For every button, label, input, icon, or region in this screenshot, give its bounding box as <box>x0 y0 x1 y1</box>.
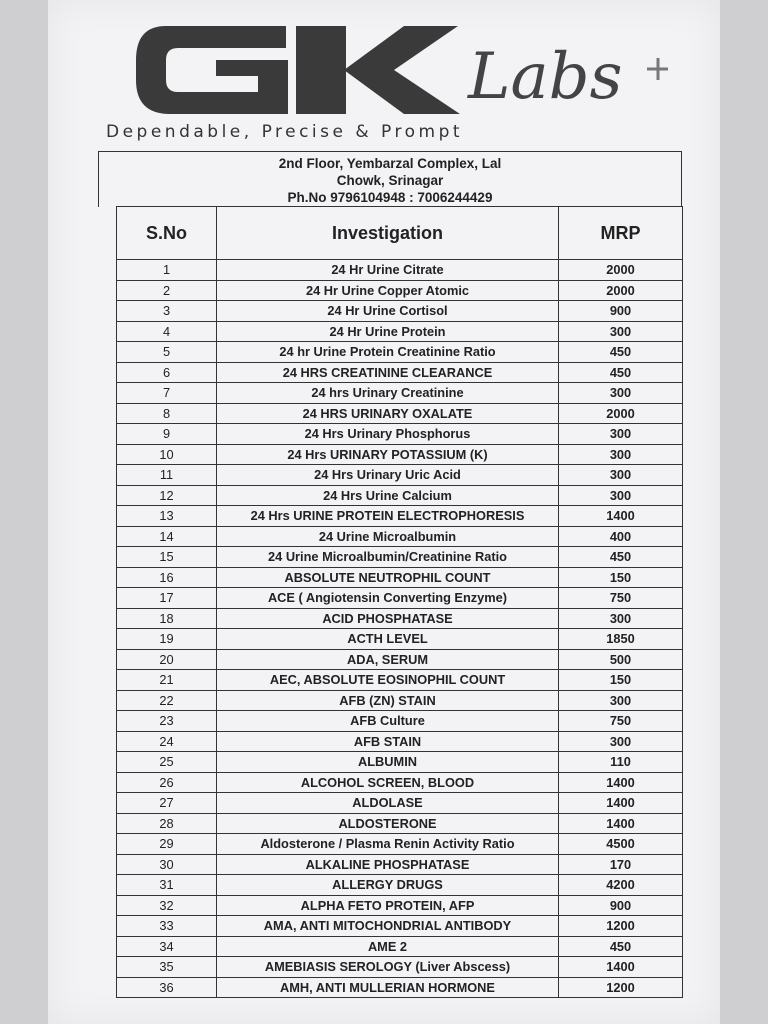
investigation-cell: 24 hrs Urinary Creatinine <box>217 383 559 404</box>
table-row <box>117 977 683 998</box>
sno-cell: 36 <box>117 977 217 998</box>
mrp-cell: 300 <box>559 424 683 445</box>
table-row <box>117 301 683 322</box>
table-row <box>117 588 683 609</box>
investigation-cell: 24 Urine Microalbumin/Creatinine Ratio <box>217 547 559 568</box>
mrp-cell: 1400 <box>559 813 683 834</box>
sno-cell: 35 <box>117 957 217 978</box>
sno-cell: 18 <box>117 608 217 629</box>
investigation-cell: 24 HRS CREATININE CLEARANCE <box>217 362 559 383</box>
sno-cell: 13 <box>117 506 217 527</box>
sno-cell: 6 <box>117 362 217 383</box>
table-row <box>117 711 683 732</box>
address-line-2: Chowk, Srinagar <box>336 173 444 188</box>
investigation-cell: ALBUMIN <box>217 752 559 773</box>
investigation-cell: 24 Hrs Urinary Phosphorus <box>217 424 559 445</box>
mrp-cell: 1400 <box>559 772 683 793</box>
mrp-cell: 900 <box>559 895 683 916</box>
sno-cell: 5 <box>117 342 217 363</box>
investigation-cell: ALDOSTERONE <box>217 813 559 834</box>
table-row <box>117 895 683 916</box>
sno-cell: 33 <box>117 916 217 937</box>
investigation-cell: 24 Hrs URINARY POTASSIUM (K) <box>217 444 559 465</box>
mrp-cell: 1200 <box>559 977 683 998</box>
investigation-cell: 24 Hr Urine Citrate <box>217 260 559 281</box>
phone-numbers: Ph.No 9796104948 : 7006244429 <box>287 190 493 205</box>
investigation-cell: ALLERGY DRUGS <box>217 875 559 896</box>
mrp-cell: 300 <box>559 608 683 629</box>
sno-cell: 24 <box>117 731 217 752</box>
investigation-cell: ALDOLASE <box>217 793 559 814</box>
sno-cell: 11 <box>117 465 217 486</box>
sno-cell: 17 <box>117 588 217 609</box>
sno-cell: 3 <box>117 301 217 322</box>
investigation-cell: ACTH LEVEL <box>217 629 559 650</box>
address-line-1: 2nd Floor, Yembarzal Complex, Lal <box>278 156 502 171</box>
address-block <box>98 151 682 207</box>
table-row <box>117 813 683 834</box>
sno-cell: 20 <box>117 649 217 670</box>
investigation-cell: 24 Hr Urine Protein <box>217 321 559 342</box>
sno-cell: 23 <box>117 711 217 732</box>
mrp-cell: 300 <box>559 465 683 486</box>
investigation-cell: AMA, ANTI MITOCHONDRIAL ANTIBODY <box>217 916 559 937</box>
investigation-cell: 24 HRS URINARY OXALATE <box>217 403 559 424</box>
investigation-cell: AME 2 <box>217 936 559 957</box>
table-row <box>117 690 683 711</box>
investigation-cell: 24 Hr Urine Copper Atomic <box>217 280 559 301</box>
table-row <box>117 916 683 937</box>
mrp-cell: 300 <box>559 485 683 506</box>
sno-cell: 31 <box>117 875 217 896</box>
mrp-cell: 150 <box>559 670 683 691</box>
sno-cell: 2 <box>117 280 217 301</box>
mrp-cell: 1400 <box>559 506 683 527</box>
table-row <box>117 957 683 978</box>
investigation-cell: ACID PHOSPHATASE <box>217 608 559 629</box>
mrp-cell: 450 <box>559 342 683 363</box>
mrp-cell: 300 <box>559 383 683 404</box>
investigation-cell: AMH, ANTI MULLERIAN HORMONE <box>217 977 559 998</box>
table-row <box>117 526 683 547</box>
table-row <box>117 465 683 486</box>
header-investigation: Investigation <box>217 207 559 260</box>
table-row <box>117 362 683 383</box>
mrp-cell: 900 <box>559 301 683 322</box>
sno-cell: 30 <box>117 854 217 875</box>
investigation-cell: ADA, SERUM <box>217 649 559 670</box>
header-sno: S.No <box>117 207 217 260</box>
investigation-cell: 24 Hrs Urinary Uric Acid <box>217 465 559 486</box>
mrp-cell: 1400 <box>559 957 683 978</box>
investigation-cell: 24 Hr Urine Cortisol <box>217 301 559 322</box>
sno-cell: 15 <box>117 547 217 568</box>
mrp-cell: 750 <box>559 588 683 609</box>
investigation-cell: AFB Culture <box>217 711 559 732</box>
investigation-cell: ALPHA FETO PROTEIN, AFP <box>217 895 559 916</box>
table-row <box>117 280 683 301</box>
table-row <box>117 403 683 424</box>
investigation-cell: 24 hr Urine Protein Creatinine Ratio <box>217 342 559 363</box>
mrp-cell: 2000 <box>559 260 683 281</box>
investigation-cell: AEC, ABSOLUTE EOSINOPHIL COUNT <box>217 670 559 691</box>
sno-cell: 19 <box>117 629 217 650</box>
sno-cell: 1 <box>117 260 217 281</box>
mrp-cell: 750 <box>559 711 683 732</box>
table-row <box>117 547 683 568</box>
table-row <box>117 383 683 404</box>
sno-cell: 34 <box>117 936 217 957</box>
table-row <box>117 772 683 793</box>
table-row <box>117 793 683 814</box>
investigation-cell: AFB STAIN <box>217 731 559 752</box>
sno-cell: 27 <box>117 793 217 814</box>
table-row <box>117 649 683 670</box>
mrp-cell: 1850 <box>559 629 683 650</box>
sno-cell: 9 <box>117 424 217 445</box>
sno-cell: 8 <box>117 403 217 424</box>
mrp-cell: 150 <box>559 567 683 588</box>
investigation-cell: ABSOLUTE NEUTROPHIL COUNT <box>217 567 559 588</box>
sno-cell: 12 <box>117 485 217 506</box>
tagline: Dependable, Precise & Prompt <box>106 122 464 142</box>
investigation-cell: ALCOHOL SCREEN, BLOOD <box>217 772 559 793</box>
price-table <box>116 206 683 998</box>
sno-cell: 29 <box>117 834 217 855</box>
price-list-sheet <box>48 0 720 1024</box>
table-row <box>117 834 683 855</box>
sno-cell: 32 <box>117 895 217 916</box>
mrp-cell: 2000 <box>559 280 683 301</box>
sno-cell: 25 <box>117 752 217 773</box>
table-row <box>117 567 683 588</box>
mrp-cell: 170 <box>559 854 683 875</box>
table-row <box>117 424 683 445</box>
table-row <box>117 670 683 691</box>
investigation-cell: AFB (ZN) STAIN <box>217 690 559 711</box>
sno-cell: 22 <box>117 690 217 711</box>
investigation-cell: ALKALINE PHOSPHATASE <box>217 854 559 875</box>
mrp-cell: 400 <box>559 526 683 547</box>
investigation-cell: AMEBIASIS SEROLOGY (Liver Abscess) <box>217 957 559 978</box>
investigation-cell: ACE ( Angiotensin Converting Enzyme) <box>217 588 559 609</box>
table-row <box>117 875 683 896</box>
table-row <box>117 608 683 629</box>
svg-text:Labs: Labs <box>468 40 623 114</box>
mrp-cell: 300 <box>559 321 683 342</box>
sno-cell: 26 <box>117 772 217 793</box>
table-row <box>117 321 683 342</box>
table-row <box>117 731 683 752</box>
mrp-cell: 110 <box>559 752 683 773</box>
investigation-cell: 24 Urine Microalbumin <box>217 526 559 547</box>
investigation-cell: 24 Hrs Urine Calcium <box>217 485 559 506</box>
table-row <box>117 936 683 957</box>
table-row <box>117 506 683 527</box>
table-row <box>117 752 683 773</box>
table-header-row <box>117 207 683 260</box>
mrp-cell: 4200 <box>559 875 683 896</box>
mrp-cell: 450 <box>559 547 683 568</box>
mrp-cell: 500 <box>559 649 683 670</box>
table-row <box>117 485 683 506</box>
table-row <box>117 854 683 875</box>
sno-cell: 7 <box>117 383 217 404</box>
table-row <box>117 260 683 281</box>
mrp-cell: 300 <box>559 444 683 465</box>
mrp-cell: 300 <box>559 731 683 752</box>
gk-labs-logo <box>108 18 668 122</box>
header-mrp: MRP <box>559 207 683 260</box>
investigation-cell: Aldosterone / Plasma Renin Activity Ratio <box>217 834 559 855</box>
investigation-cell: 24 Hrs URINE PROTEIN ELECTROPHORESIS <box>217 506 559 527</box>
mrp-cell: 1400 <box>559 793 683 814</box>
table-row <box>117 444 683 465</box>
sno-cell: 10 <box>117 444 217 465</box>
table-row <box>117 629 683 650</box>
mrp-cell: 300 <box>559 690 683 711</box>
sno-cell: 14 <box>117 526 217 547</box>
table-row <box>117 342 683 363</box>
mrp-cell: 2000 <box>559 403 683 424</box>
mrp-cell: 1200 <box>559 916 683 937</box>
sno-cell: 28 <box>117 813 217 834</box>
sno-cell: 4 <box>117 321 217 342</box>
sno-cell: 21 <box>117 670 217 691</box>
mrp-cell: 450 <box>559 936 683 957</box>
mrp-cell: 450 <box>559 362 683 383</box>
sno-cell: 16 <box>117 567 217 588</box>
mrp-cell: 4500 <box>559 834 683 855</box>
